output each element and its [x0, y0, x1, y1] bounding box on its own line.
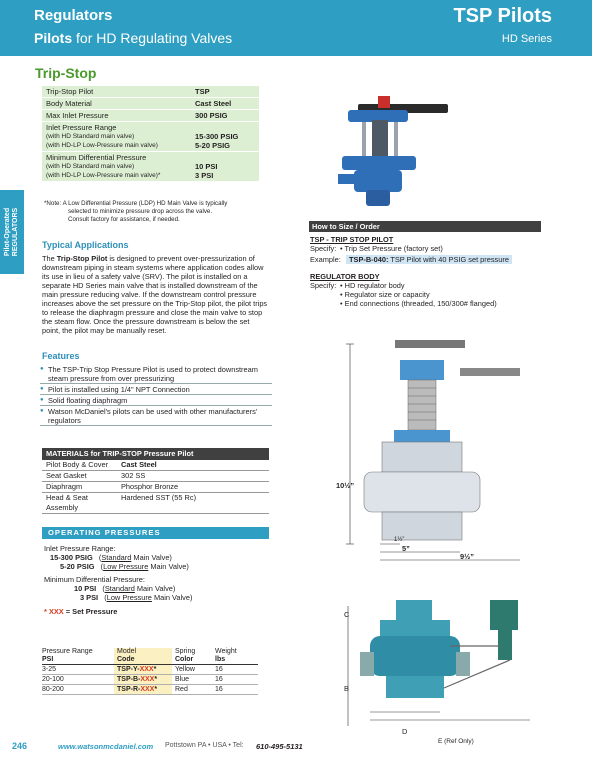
- operating-heading: OPERATING PRESSURES: [42, 527, 269, 539]
- dim-height: 10½”: [336, 481, 355, 490]
- spec-note: *Note: A Low Differential Pressure (LDP) HD Main Valve is typically selected to minimize pressure drop across the valve. Consult factory for assistance, if needed.: [44, 200, 228, 223]
- spec-diff-group: Minimum Differential Pressure (with HD Standard main valve) 10 PSI (with HD-LP Low-Pressure main valve)* 3 PSI: [42, 152, 259, 182]
- footer-address: Pottstown PA • USA • Tel:: [165, 742, 244, 749]
- typical-heading: Typical Applications: [42, 240, 129, 250]
- footer-phone: 610-495-5131: [256, 742, 303, 751]
- dim-b: B: [344, 684, 349, 693]
- spec-table: [42, 86, 259, 182]
- dim-d1: 1½”: [394, 537, 405, 543]
- materials-table: [42, 448, 269, 514]
- side-tab-line1: Pilot-Operated: [4, 207, 11, 257]
- feature-item: ● Watson McDaniel's pilots can be used with other manufacturers' regulators: [40, 407, 272, 426]
- dim-d2: 5”: [402, 544, 410, 553]
- dim-c: C: [344, 610, 350, 619]
- side-tab: [0, 190, 24, 274]
- pilot-product-photo: [318, 84, 468, 214]
- header-series: HD Series: [501, 33, 552, 45]
- side-view-drawing: [320, 330, 540, 570]
- features-heading: Features: [42, 351, 80, 361]
- table-row: 80-200 TSP-R-XXX* Red 16: [42, 685, 258, 695]
- feature-item: ● The TSP-Trip Stop Pressure Pilot is used to protect downstream steam pressure from over pressurizing: [40, 365, 272, 384]
- materials-row: Diaphragm Phosphor Bronze: [42, 482, 269, 493]
- materials-row: Seat Gasket 302 SS: [42, 471, 269, 482]
- dim-d3: 9½”: [460, 552, 474, 561]
- spec-row: Body Material Cast Steel: [42, 98, 259, 110]
- operating-block: Inlet Pressure Range: 15-300 PSIG (Standard Main Valve) 5-20 PSIG (Low Pressure Main Valve) Minimum Differential Pressure: 10 PSI (Standard Main Valve) 3 PSI (Low Pressure Main Valve) * XXX = Set Pressure: [44, 544, 193, 616]
- footer-url[interactable]: www.watsonmcdaniel.com: [58, 742, 154, 751]
- spec-row: Max Inlet Pressure 300 PSIG: [42, 110, 259, 122]
- typical-text: The Trip-Stop Pilot is designed to prevent over-pressurization of downstream piping in steam systems where application codes allow its use in lieu of a safety valve (SRV). The pilot is installed on a separate HD Series main valve that is installed downstream of the main pressure reducing valve. If the downstream control pressure increases above the set pressure on the Trip-Stop pilot, the pilot trips to release the diaphragm pressure and close the main valve to stop the steam flow. Once the pressure downstream is below the set point, the pilot may be manually reset.: [42, 254, 268, 335]
- side-tab-line2: REGULATORS: [12, 207, 19, 257]
- how-to-block: TSP - TRIP STOP PILOT Specify: • Trip Set Pressure (factory set) Example: TSP-B-040: TSP Pilot with 40 PSIG set pressure REGULATOR BODY Specify: • HD regulator body • Regulator size or capacity • End connections (threaded, 150/300# flanged): [310, 235, 550, 308]
- header-title: TSP Pilots: [453, 5, 552, 27]
- header-subtitle: Pilots for HD Regulating Valves: [34, 30, 233, 46]
- model-header-row: Pressure Range PSI Model Code Spring Color Weight lbs: [42, 648, 258, 665]
- materials-heading: MATERIALS for TRIP-STOP Pressure Pilot: [42, 448, 269, 460]
- dim-e: E (Ref Only): [438, 738, 474, 745]
- header-category: Regulators: [34, 7, 113, 24]
- page-number: 246: [12, 741, 28, 751]
- section-title: Trip-Stop: [35, 65, 97, 81]
- feature-item: ● Solid floating diaphragm: [40, 396, 272, 406]
- materials-row: Pilot Body & Cover Cast Steel: [42, 460, 269, 471]
- spec-inlet-group: Inlet Pressure Range (with HD Standard main valve) 15-300 PSIG (with HD-LP Low-Pressure main valve) 5-20 PSIG: [42, 122, 259, 152]
- feature-item: ● Pilot is installed using 1/4" NPT Connection: [40, 385, 272, 395]
- materials-row: Head & Seat Assembly Hardened SST (55 Rc): [42, 493, 269, 514]
- model-table: [42, 648, 258, 695]
- how-to-heading: How to Size / Order: [309, 221, 541, 232]
- installed-drawing: [340, 596, 540, 736]
- table-row: 20-100 TSP-B-XXX* Blue 16: [42, 675, 258, 685]
- dim-d: D: [402, 727, 408, 736]
- features-list: [40, 365, 272, 427]
- table-row: 3-25 TSP-Y-XXX* Yellow 16: [42, 665, 258, 675]
- spec-row: Trip-Stop Pilot TSP: [42, 86, 259, 98]
